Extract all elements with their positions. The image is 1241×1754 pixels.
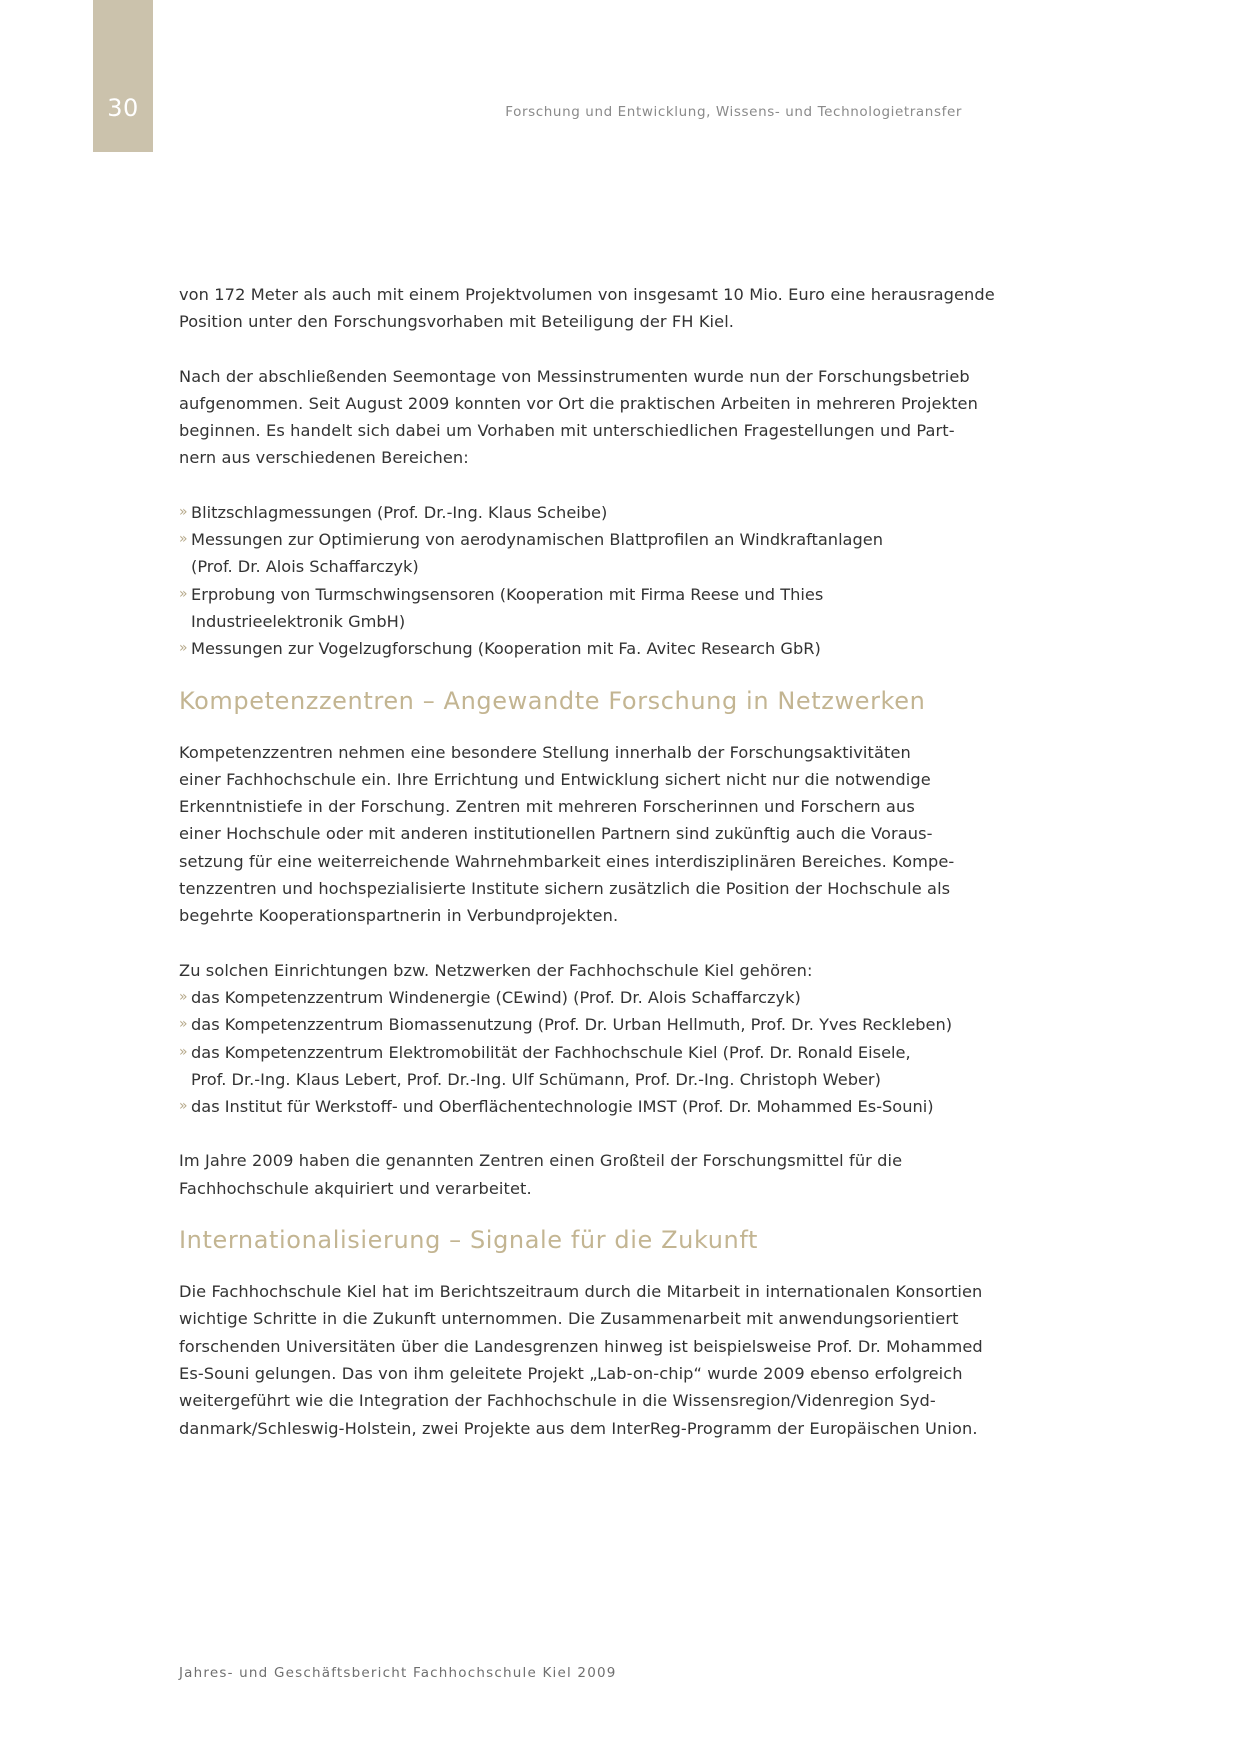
text-line: einer Fachhochschule ein. Ihre Errichtung und Entwicklung sichert nicht nur die notwendige <box>179 769 931 789</box>
text-line: Im Jahre 2009 haben die genannten Zentren einen Großteil der Forschungsmittel für die <box>179 1151 903 1171</box>
text-line: Die Fachhochschule Kiel hat im Berichtszeitraum durch die Mitarbeit in internationalen Konsortien <box>179 1282 983 1302</box>
text-line: Erkenntnistiefe in der Forschung. Zentren mit mehreren Forscherinnen und Forschern aus <box>179 797 915 817</box>
running-header: Forschung und Entwicklung, Wissens- und Technologietransfer <box>505 104 962 120</box>
bullet-marker: » <box>179 640 188 657</box>
bullet-marker: » <box>179 988 188 1005</box>
text-line: tenzzentren und hochspezialisierte Institute sichern zusätzlich die Position der Hochschule als <box>179 879 951 899</box>
intro-paragraph-1 <box>179 281 995 336</box>
section-heading-international: Internationalisierung – Signale für die Zukunft <box>179 1226 759 1255</box>
text-line: Position unter den Forschungsvorhaben mit Beteiligung der FH Kiel. <box>179 312 735 332</box>
section-heading-competence: Kompetenzzentren – Angewandte Forschung in Netzwerken <box>179 686 926 715</box>
competence-paragraph-2 <box>179 1147 979 1202</box>
text-line: begehrte Kooperationspartnerin in Verbundprojekten. <box>179 906 619 926</box>
text-line: Kompetenzzentren nehmen eine besondere Stellung innerhalb der Forschungsaktivitäten <box>179 742 911 762</box>
text-line: Fachhochschule akquiriert und verarbeitet. <box>179 1178 532 1198</box>
bullet-marker: » <box>179 503 188 520</box>
list-item: » Blitzschlagmessungen (Prof. Dr.-Ing. Klaus Scheibe) <box>179 499 979 526</box>
bullet-marker: » <box>179 1098 188 1115</box>
international-paragraph-1 <box>179 1278 983 1442</box>
text-line: beginnen. Es handelt sich dabei um Vorhaben mit unterschiedlichen Fragestellungen und Part- <box>179 421 955 441</box>
text-line: einer Hochschule oder mit anderen institutionellen Partnern sind zukünftig auch die Voraus- <box>179 824 933 844</box>
page-number-tab <box>93 0 153 152</box>
text-line: forschenden Universitäten über die Landesgrenzen hinweg ist beispielsweise Prof. Dr. Mohammed <box>179 1336 983 1356</box>
main-content <box>179 281 995 1442</box>
text-line: setzung für eine weiterreichende Wahrnehmbarkeit eines interdisziplinären Bereiches. Kompe- <box>179 851 955 871</box>
text-line: nern aus verschiedenen Bereichen: <box>179 448 469 468</box>
list-item: » Messungen zur Optimierung von aerodynamischen Blattprofilen an Windkraftanlagen (Prof. Dr. Alois Schaffarczyk) <box>179 526 979 581</box>
list-item: » Messungen zur Vogelzugforschung (Kooperation mit Fa. Avitec Research GbR) <box>179 635 979 662</box>
competence-center-list <box>179 984 979 1120</box>
list-item: » das Institut für Werkstoff- und Oberflächentechnologie IMST (Prof. Dr. Mohammed Es-Souni) <box>179 1093 979 1120</box>
bullet-marker: » <box>179 531 188 548</box>
text-line: aufgenommen. Seit August 2009 konnten vor Ort die praktischen Arbeiten in mehreren Projekten <box>179 393 978 413</box>
list-item: » das Kompetenzzentrum Windenergie (CEwind) (Prof. Dr. Alois Schaffarczyk) <box>179 984 979 1011</box>
list-item: » das Kompetenzzentrum Elektromobilität der Fachhochschule Kiel (Prof. Dr. Ronald Eisele, Prof. Dr.-Ing. Klaus Lebert, Prof. Dr.-Ing. Ulf Schümann, Prof. Dr.-Ing. Christoph Weber) <box>179 1039 979 1094</box>
bullet-marker: » <box>179 1043 188 1060</box>
page-number: 30 <box>107 94 139 122</box>
project-list <box>179 499 979 663</box>
text-line: Es-Souni gelungen. Das von ihm geleitete Projekt „Lab-on-chip“ wurde 2009 ebenso erfolgreich <box>179 1363 963 1383</box>
competence-list-intro: Zu solchen Einrichtungen bzw. Netzwerken der Fachhochschule Kiel gehören: <box>179 960 813 980</box>
text-line: wichtige Schritte in die Zukunft unternommen. Die Zusammenarbeit mit anwendungsorientiert <box>179 1309 959 1329</box>
bullet-marker: » <box>179 585 188 602</box>
list-item: » Erprobung von Turmschwingsensoren (Kooperation mit Firma Reese und Thies Industrieelektronik GmbH) <box>179 581 979 636</box>
text-line: danmark/Schleswig-Holstein, zwei Projekte aus dem InterReg-Programm der Europäischen Union. <box>179 1418 978 1438</box>
text-line: weitergeführt wie die Integration der Fachhochschule in die Wissensregion/Videnregion Syd- <box>179 1391 936 1411</box>
text-line: von 172 Meter als auch mit einem Projektvolumen von insgesamt 10 Mio. Euro eine herausragende <box>179 285 995 304</box>
footer-title: Jahres- und Geschäftsbericht Fachhochschule Kiel 2009 <box>179 1665 617 1681</box>
list-item: » das Kompetenzzentrum Biomassenutzung (Prof. Dr. Urban Hellmuth, Prof. Dr. Yves Reckleben) <box>179 1011 979 1038</box>
intro-paragraph-2 <box>179 363 979 472</box>
bullet-marker: » <box>179 1016 188 1033</box>
competence-paragraph-1 <box>179 739 979 930</box>
text-line: Nach der abschließenden Seemontage von Messinstrumenten wurde nun der Forschungsbetrieb <box>179 366 970 386</box>
